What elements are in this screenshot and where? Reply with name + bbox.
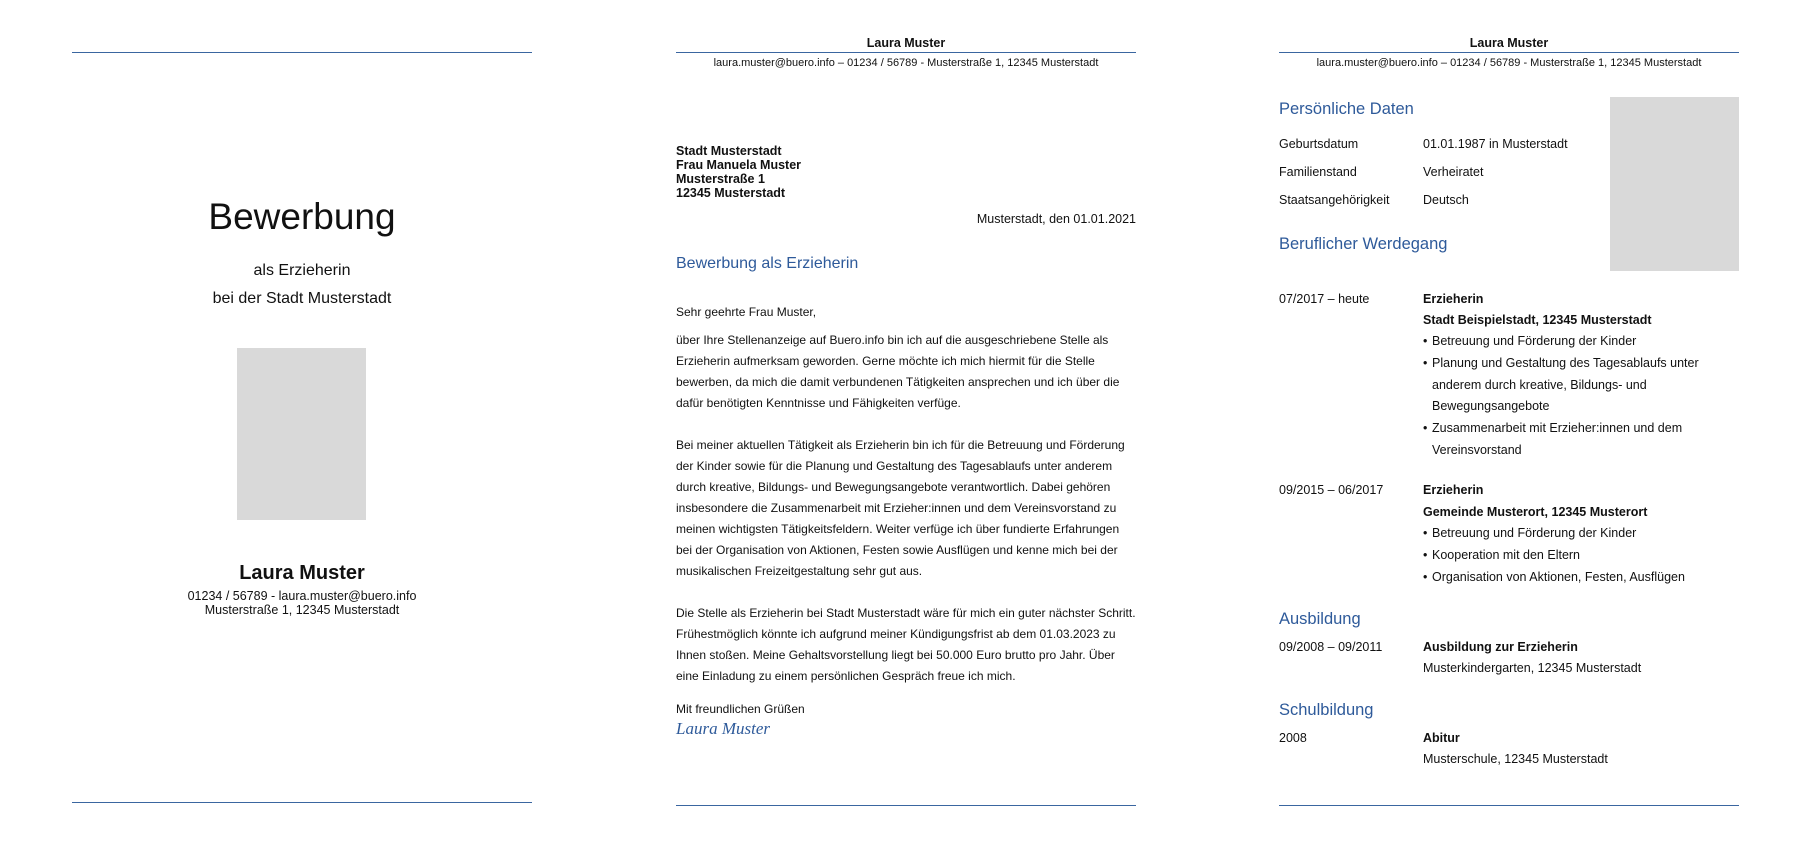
- header-contact: laura.muster@buero.info – 01234 / 56789 - Musterstraße 1, 12345 Musterstadt: [1316, 57, 1702, 69]
- recipient-address: [676, 144, 801, 200]
- top-rule: [72, 52, 532, 53]
- section-heading-personal: Persönliche Daten: [1279, 100, 1414, 118]
- photo-placeholder: [1610, 97, 1739, 271]
- recipient-line: Frau Manuela Muster: [676, 158, 802, 172]
- career-bullet: • Zusammenarbeit mit Erzieher:innen und dem Vereinsvorstand: [1423, 418, 1712, 461]
- personal-label: Geburtsdatum: [1279, 137, 1359, 151]
- header-rule: [676, 52, 1136, 53]
- letter-paragraph: Bei meiner aktuellen Tätigkeit als Erzieherin bin ich für die Betreuung und Förderung der Kinder sowie für die Planung und Gestaltung des Tagesablaufs unter anderem durch kreative, Bildungs- und Bewegungsangebote verantwortlich. Dabei gehören insbesondere die Zusammenarbeit mit Erzieher:innen und dem Vereinsvorstand zu meinen wichtigsten Tätigkeitsfeldern. Weiter verfüge ich über fundierte Erfahrungen bei der Organisation von Aktionen, Festen sowie Ausflügen und kenne mich bei der musikalischen Freizeitgestaltung sehr gut aus.: [676, 438, 1125, 578]
- recipient-line: 12345 Musterstadt: [676, 186, 786, 200]
- section-heading-school: Schulbildung: [1279, 701, 1374, 719]
- section-heading-career: Beruflicher Werdegang: [1279, 235, 1448, 253]
- header-contact: laura.muster@buero.info – 01234 / 56789 - Musterstraße 1, 12345 Musterstadt: [713, 57, 1099, 69]
- education-place: Musterkindergarten, 12345 Musterstadt: [1423, 661, 1642, 675]
- cover-subtitle-position: als Erzieherin: [253, 262, 351, 279]
- letter-paragraph: über Ihre Stellenanzeige auf Buero.info bin ich auf die ausgeschriebene Stelle als Erzieherin aufmerksam geworden. Gerne möchte ich mich hiermit für die Stelle bewerben, da mich die damit verbundenen Tätigkeiten ansprechen und ich über die dafür benötigten Kenntnisse und Fähigkeiten verfüge.: [676, 333, 1120, 410]
- personal-value: 01.01.1987 in Musterstadt: [1423, 137, 1568, 151]
- header-name: Laura Muster: [1469, 36, 1549, 50]
- photo-placeholder: [237, 348, 366, 520]
- cover-title: Bewerbung: [208, 196, 396, 237]
- school-period: 2008: [1279, 731, 1307, 745]
- cover-address: Musterstraße 1, 12345 Musterstadt: [204, 603, 400, 617]
- school-title: Abitur: [1423, 731, 1460, 745]
- career-bullet: • Betreuung und Förderung der Kinder: [1423, 331, 1712, 353]
- career-period: 07/2017 – heute: [1279, 292, 1370, 306]
- header-rule: [1279, 52, 1739, 53]
- bottom-rule: [1279, 805, 1739, 806]
- recipient-line: Musterstraße 1: [676, 172, 765, 186]
- personal-value: Deutsch: [1423, 193, 1469, 207]
- cover-page: [72, 0, 532, 848]
- letter-subject: Bewerbung als Erzieherin: [676, 255, 859, 272]
- career-bullet: • Betreuung und Förderung der Kinder: [1423, 523, 1712, 545]
- recipient-line: Stadt Musterstadt: [676, 144, 782, 158]
- cover-name: Laura Muster: [239, 562, 365, 584]
- personal-label: Familienstand: [1279, 165, 1357, 179]
- career-employer: Gemeinde Musterort, 12345 Musterort: [1423, 505, 1648, 519]
- closing: Mit freundlichen Grüßen: [676, 702, 805, 716]
- bottom-rule: [72, 802, 532, 803]
- cover-contact: 01234 / 56789 - laura.muster@buero.info: [187, 589, 417, 603]
- career-bullet: • Kooperation mit den Eltern: [1423, 545, 1712, 567]
- salutation: Sehr geehrte Frau Muster,: [676, 305, 817, 319]
- signature: Laura Muster: [676, 719, 770, 738]
- letter-paragraph: Die Stelle als Erzieherin bei Stadt Musterstadt wäre für mich ein guter nächster Schritt. Frühestmöglich könnte ich aufgrund meiner Kündigungsfrist ab dem 01.03.2023 zu Ihnen stoßen. Meine Gehaltsvorstellung liegt bei 50.000 Euro brutto pro Jahr. Über eine Einladung zu einem persönlichen Gespräch freue ich mich.: [676, 606, 1136, 683]
- career-title: Erzieherin: [1423, 483, 1484, 497]
- career-bullet: • Organisation von Aktionen, Festen, Ausflügen: [1423, 567, 1712, 589]
- personal-label: Staatsangehörigkeit: [1279, 193, 1390, 207]
- career-title: Erzieherin: [1423, 292, 1484, 306]
- education-period: 09/2008 – 09/2011: [1279, 640, 1383, 654]
- bottom-rule: [676, 805, 1136, 806]
- cover-letter-page: [676, 0, 1136, 848]
- section-heading-education: Ausbildung: [1279, 610, 1361, 628]
- education-title: Ausbildung zur Erzieherin: [1423, 640, 1578, 654]
- career-bullet: • Planung und Gestaltung des Tagesablaufs unter anderem durch kreative, Bildungs- und Bewegungsangebote: [1423, 353, 1712, 418]
- personal-value: Verheiratet: [1423, 165, 1484, 179]
- school-place: Musterschule, 12345 Musterstadt: [1423, 752, 1608, 766]
- letter-date: Musterstadt, den 01.01.2021: [976, 212, 1136, 226]
- header-name: Laura Muster: [866, 36, 946, 50]
- career-employer: Stadt Beispielstadt, 12345 Musterstadt: [1423, 313, 1652, 327]
- cv-page: [1279, 0, 1739, 848]
- cover-subtitle-employer: bei der Stadt Musterstadt: [212, 290, 392, 307]
- career-period: 09/2015 – 06/2017: [1279, 483, 1384, 497]
